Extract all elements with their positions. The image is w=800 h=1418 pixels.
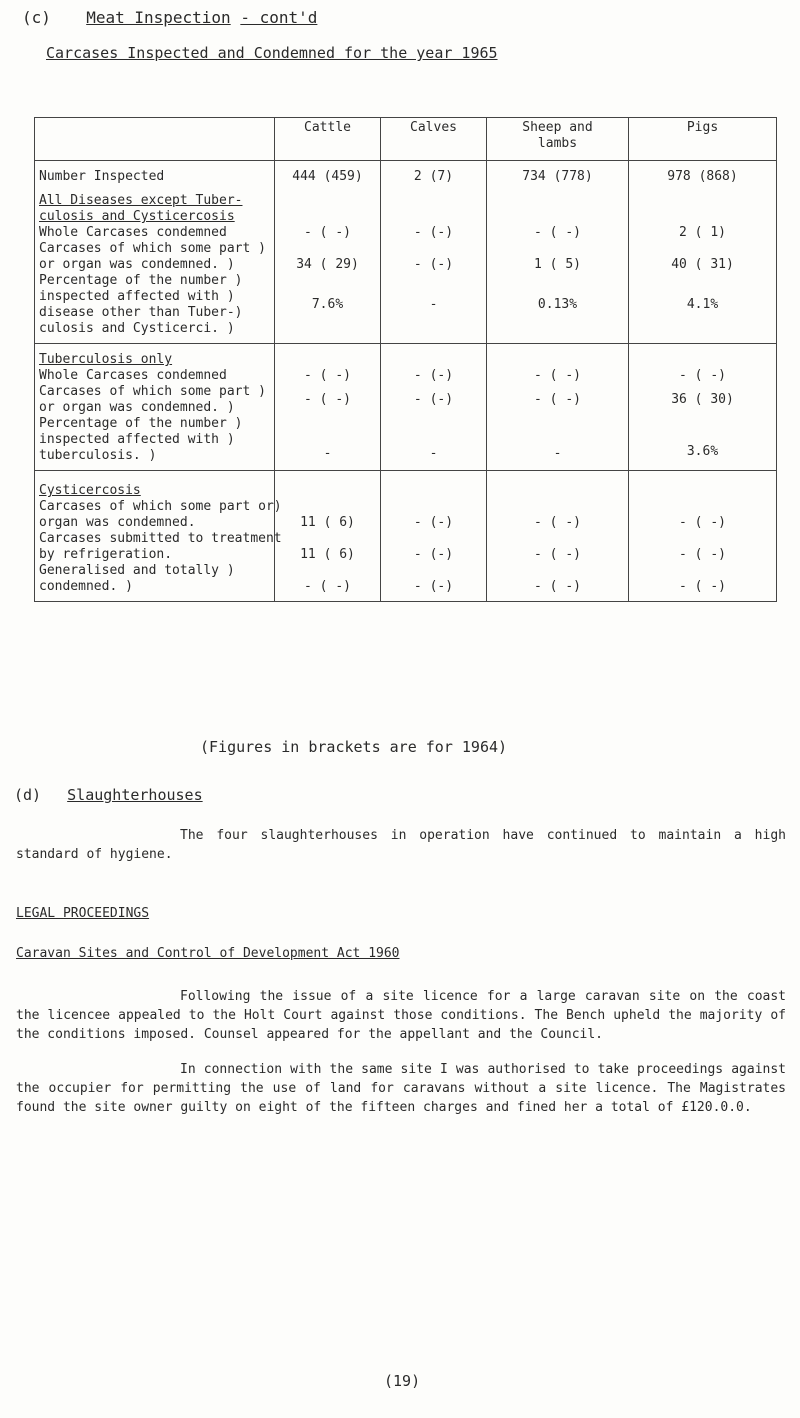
slaughterhouses-text: The four slaughterhouses in operation have continued to maintain a high standard of hygiene. <box>16 828 786 862</box>
cysticercosis-refrig-row <box>35 531 777 563</box>
row-label: Carcases of which some part or) <box>39 499 282 514</box>
row-label: inspected affected with ) <box>39 432 235 447</box>
cell: - ( -) <box>275 225 381 241</box>
cell: 2 ( 1) <box>629 225 777 241</box>
header-blank <box>35 118 275 161</box>
cell: - <box>381 273 487 344</box>
cell: 7.6% <box>275 273 381 344</box>
header-cattle: Cattle <box>275 118 381 161</box>
cysticercosis-title-row <box>35 483 777 499</box>
cell: - (-) <box>381 531 487 563</box>
cell: - (-) <box>381 225 487 241</box>
row-label: Carcases of which some part ) <box>39 384 266 399</box>
legal-subtitle: Caravan Sites and Control of Development Act 1960 <box>16 946 400 961</box>
cysticercosis-title: Cysticercosis <box>35 483 275 499</box>
cell: - ( -) <box>487 563 629 602</box>
header-pigs: Pigs <box>629 118 777 161</box>
header-sheep: Sheep and lambs <box>487 118 629 161</box>
all-diseases-whole-row <box>35 225 777 241</box>
row-label: or organ was condemned. ) <box>39 257 235 272</box>
cell: - ( -) <box>275 368 381 384</box>
cell: - (-) <box>381 384 487 416</box>
cell: - ( -) <box>629 531 777 563</box>
all-diseases-part-row <box>35 241 777 273</box>
cell: - ( -) <box>487 225 629 241</box>
cysticercosis-general-row <box>35 563 777 602</box>
tuberculosis-whole-row <box>35 368 777 384</box>
row-label: by refrigeration. <box>39 547 173 562</box>
cell: - ( -) <box>487 368 629 384</box>
cell: - ( -) <box>487 531 629 563</box>
cell: 40 ( 31) <box>629 241 777 273</box>
section-letter: (c) <box>22 8 51 27</box>
section-heading <box>22 8 317 27</box>
cell: - ( -) <box>487 499 629 531</box>
row-label: inspected affected with ) <box>39 289 235 304</box>
cell: - (-) <box>381 241 487 273</box>
cell: 734 (778) <box>487 169 629 185</box>
cell: - ( -) <box>629 563 777 602</box>
all-diseases-pct-row <box>35 273 777 344</box>
slaughterhouses-letter: (d) <box>14 786 42 804</box>
cell: 3.6% <box>629 416 777 471</box>
cell: 11 ( 6) <box>275 499 381 531</box>
cell: - (-) <box>381 499 487 531</box>
all-diseases-title-2: culosis and Cysticercosis <box>39 209 235 224</box>
table-header-row <box>35 118 777 161</box>
number-inspected-row <box>35 169 777 185</box>
cysticercosis-part-row <box>35 499 777 531</box>
row-label: Generalised and totally ) <box>39 563 235 578</box>
row-label: culosis and Cysticerci. ) <box>39 321 235 336</box>
row-label: Carcases submitted to treatment <box>39 531 282 546</box>
slaughterhouses-title: Slaughterhouses <box>67 786 203 804</box>
tuberculosis-pct-row <box>35 416 777 471</box>
tuberculosis-title-row <box>35 352 777 368</box>
legal-para2-text: In connection with the same site I was authorised to take proceedings against the occupier for permitting the use of land for caravans without a site licence. The Magistrates found the site owner guilty on eight of the fifteen charges and fined her a total of £120.0.0. <box>16 1062 786 1115</box>
cell: - ( -) <box>487 384 629 416</box>
row-label: condemned. ) <box>39 579 133 594</box>
cell: - (-) <box>381 368 487 384</box>
table-subheading: Carcases Inspected and Condemned for the year 1965 <box>46 44 498 62</box>
row-label: tuberculosis. ) <box>39 448 157 463</box>
cell: - (-) <box>381 563 487 602</box>
cell: 1 ( 5) <box>487 241 629 273</box>
legal-title: LEGAL PROCEEDINGS <box>16 906 150 921</box>
row-label: Carcases of which some part ) <box>39 241 266 256</box>
legal-paragraph-1 <box>16 987 786 1044</box>
cell: 34 ( 29) <box>275 241 381 273</box>
row-label: Whole Carcases condemned <box>35 225 275 241</box>
header-calves: Calves <box>381 118 487 161</box>
cell: - ( -) <box>275 384 381 416</box>
section-contd: - cont'd <box>240 8 318 27</box>
slaughterhouses-heading <box>14 786 203 804</box>
number-inspected-label: Number Inspected <box>35 169 275 185</box>
cell: 11 ( 6) <box>275 531 381 563</box>
cell: - <box>487 416 629 471</box>
tuberculosis-title: Tuberculosis only <box>35 352 275 368</box>
cell: 978 (868) <box>629 169 777 185</box>
table-footnote: (Figures in brackets are for 1964) <box>200 738 508 756</box>
cell: 4.1% <box>629 273 777 344</box>
row-label: organ was condemned. <box>39 515 196 530</box>
page-number: (19) <box>384 1372 421 1390</box>
legal-paragraph-2 <box>16 1060 786 1117</box>
slaughterhouses-paragraph <box>16 826 786 864</box>
cell: 36 ( 30) <box>629 384 777 416</box>
cell: 2 (7) <box>381 169 487 185</box>
cell: 444 (459) <box>275 169 381 185</box>
cell: - ( -) <box>275 563 381 602</box>
tuberculosis-part-row <box>35 384 777 416</box>
row-label: Percentage of the number ) <box>39 273 243 288</box>
section-title: Meat Inspection <box>86 8 231 27</box>
cell: - ( -) <box>629 368 777 384</box>
row-label: Whole Carcases condemned <box>35 368 275 384</box>
cell: - ( -) <box>629 499 777 531</box>
legal-para1-text: Following the issue of a site licence for a large caravan site on the coast the licencee appealed to the Holt Court against those conditions. The Bench upheld the majority of the conditions imposed. Counsel appeared for the appellant and the Council. <box>16 989 786 1042</box>
all-diseases-title-1: All Diseases except Tuber- <box>39 193 243 208</box>
row-label: disease other than Tuber-) <box>39 305 243 320</box>
row-label: or organ was condemned. ) <box>39 400 235 415</box>
row-label: Percentage of the number ) <box>39 416 243 431</box>
cell: 0.13% <box>487 273 629 344</box>
cell: - <box>381 416 487 471</box>
cell: - <box>275 416 381 471</box>
carcases-table <box>34 117 777 602</box>
all-diseases-title-row <box>35 193 777 225</box>
